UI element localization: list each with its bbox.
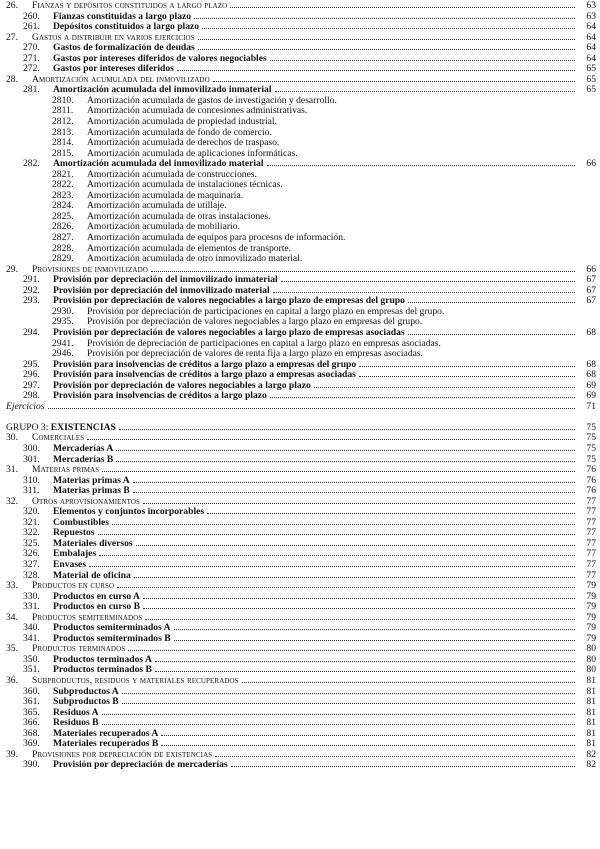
entry-title: Subproductos, residuos y materiales recuperados — [32, 675, 239, 686]
entry-number: 298. — [23, 390, 40, 402]
toc-section-entry[interactable] — [6, 402, 596, 413]
entry-number: 350. — [23, 653, 40, 665]
entry-title: Amortización acumulada de otras instalaciones. — [87, 210, 271, 222]
entry-title: Provisión para insolvencias de créditos a largo plazo a empresas asociadas — [53, 369, 356, 381]
entry-number: 2946. — [52, 348, 74, 360]
entry-title: Materiales recuperados A — [53, 727, 159, 739]
dot-leader — [155, 671, 575, 672]
entry-number: 292. — [23, 284, 40, 296]
entry-title: Amortización acumulada de derechos de traspaso. — [87, 137, 280, 149]
dot-leader — [207, 513, 575, 514]
page-number: 77 — [586, 537, 596, 549]
dot-leader — [270, 60, 575, 61]
page-number: 82 — [586, 748, 596, 760]
dot-leader — [270, 397, 575, 398]
entry-title: Productos semiterminados B — [53, 632, 171, 644]
dot-leader — [281, 281, 575, 282]
entry-title: Materias primas — [32, 464, 100, 476]
entry-title: Provisión por depreciación del inmovilizado inmaterial — [53, 274, 278, 286]
dot-leader — [117, 587, 575, 588]
dot-leader — [359, 376, 575, 377]
page-number: 65 — [586, 84, 596, 96]
entry-number: 361. — [23, 696, 40, 708]
page-number: 81 — [586, 717, 596, 729]
entry-title: Productos terminados — [32, 643, 126, 655]
entry-title: Envases — [53, 558, 87, 570]
page-number: 77 — [586, 506, 596, 518]
dot-leader — [145, 619, 575, 620]
dot-leader — [143, 608, 575, 609]
entry-number: 366. — [23, 717, 40, 729]
toc-account-entry[interactable] — [6, 328, 596, 339]
entry-title: Productos semiterminados — [32, 611, 143, 623]
page-number: 66 — [586, 263, 596, 275]
entry-title: Materias primas A — [53, 474, 130, 486]
page-number: 71 — [586, 400, 596, 412]
entry-title: Amortización acumulada del inmovilizado — [32, 73, 210, 85]
dot-leader — [102, 714, 575, 715]
entry-number: 310. — [23, 474, 40, 486]
entry-number: 270. — [23, 42, 40, 54]
entry-number: 295. — [23, 358, 40, 370]
page-number: 79 — [586, 632, 596, 644]
entry-number: 281. — [23, 84, 40, 96]
entry-title: Amortización acumulada de elementos de transporte. — [87, 242, 292, 254]
toc-account-entry[interactable] — [6, 549, 596, 560]
entry-number: 294. — [23, 326, 40, 338]
page-number: 65 — [586, 73, 596, 85]
entry-number: 2813. — [52, 126, 74, 138]
page-number: 77 — [586, 495, 596, 507]
entry-title: Provisión por depreciación de valores de renta fija a largo plazo en empresas asociadas. — [87, 348, 424, 360]
entry-title: Materiales diversos — [53, 537, 133, 549]
entry-number: 330. — [23, 590, 40, 602]
entry-number: 360. — [23, 685, 40, 697]
dot-leader — [242, 682, 575, 683]
dot-leader — [143, 503, 575, 504]
page-number: 68 — [586, 369, 596, 381]
page-number: 66 — [586, 158, 596, 170]
entry-title: Ejercicios — [6, 400, 45, 412]
entry-number: 33. — [6, 580, 18, 592]
entry-title: Amortización acumulada de otro inmovilizado material. — [87, 253, 303, 265]
entry-title: Elementos y conjuntos incorporables — [53, 506, 205, 518]
dot-leader — [194, 18, 575, 19]
entry-number: 300. — [23, 442, 40, 454]
entry-title: Amortización acumulada del inmovilizado inmaterial — [53, 84, 272, 96]
page-number: 79 — [586, 611, 596, 623]
dot-leader — [174, 629, 575, 630]
page-number: 80 — [586, 643, 596, 655]
page-number: 82 — [586, 759, 596, 771]
dot-leader — [119, 429, 575, 430]
entry-number: 320. — [23, 506, 40, 518]
entry-title: Productos en curso A — [53, 590, 140, 602]
toc-account-entry[interactable] — [6, 444, 596, 455]
page-number: 79 — [586, 590, 596, 602]
toc-account-entry[interactable] — [6, 760, 596, 771]
entry-title: Productos en curso — [32, 580, 115, 592]
entry-title: Amortización acumulada del inmovilizado material — [53, 158, 264, 170]
dot-leader — [198, 39, 575, 40]
page-number: 67 — [586, 295, 596, 307]
entry-title: Fianzas y depósitos constituidos a largo plazo — [32, 0, 228, 11]
page-number: 81 — [586, 706, 596, 718]
entry-number: 322. — [23, 527, 40, 539]
dot-leader — [143, 598, 575, 599]
entry-number: 2810. — [52, 94, 74, 106]
entry-number: 301. — [23, 453, 40, 465]
entry-number: 2824. — [52, 200, 74, 212]
page-number: 77 — [586, 527, 596, 539]
dot-leader — [122, 693, 575, 694]
dot-leader — [116, 450, 575, 451]
entry-number: 341. — [23, 632, 40, 644]
entry-title: Amortización acumulada de equipos para procesos de información. — [87, 232, 346, 244]
page-number: 81 — [586, 727, 596, 739]
entry-title: Provisión por depreciación del inmovilizado material — [53, 284, 270, 296]
dot-leader — [314, 387, 575, 388]
entry-number: 2826. — [52, 221, 74, 233]
dot-leader — [230, 7, 575, 8]
dot-leader — [133, 482, 575, 483]
entry-number: 261. — [23, 21, 40, 33]
page-number: 77 — [586, 558, 596, 570]
page-number: 81 — [586, 675, 596, 686]
entry-number: 30. — [6, 432, 18, 444]
page-number: 69 — [586, 379, 596, 391]
entry-number: 34. — [6, 611, 18, 623]
entry-title: Repuestos — [53, 527, 95, 539]
page-number: 81 — [586, 696, 596, 708]
toc-subaccount-entry[interactable] — [6, 349, 596, 360]
dot-leader — [202, 28, 575, 29]
entry-title: Amortización acumulada de maquinaria. — [87, 189, 244, 201]
entry-title: Amortización acumulada de instalaciones técnicas. — [87, 179, 283, 191]
entry-number: 328. — [23, 569, 40, 581]
entry-title: Mercaderías A — [53, 442, 114, 454]
entry-title: Subproductos B — [53, 696, 119, 708]
entry-title: Embalajes — [53, 548, 97, 560]
toc-subaccount-entry[interactable] — [6, 117, 596, 128]
entry-title: Fianzas constituidas a largo plazo — [53, 10, 192, 22]
page-number: 67 — [586, 274, 596, 286]
entry-number: 365. — [23, 706, 40, 718]
entry-number: 271. — [23, 52, 40, 64]
toc-account-entry[interactable] — [6, 560, 596, 571]
dot-leader — [102, 724, 575, 725]
entry-number: 369. — [23, 738, 40, 750]
entry-title: Subproductos A — [53, 685, 119, 697]
dot-leader — [89, 566, 575, 567]
entry-title: Provisión de depreciación de participaciones en capital a largo plazo en empresas asociadas. — [87, 337, 441, 349]
entry-title: Provisión para insolvencias de créditos a largo plazo — [53, 390, 267, 402]
page-number: 77 — [586, 548, 596, 560]
group-heading[interactable] — [6, 423, 596, 434]
entry-number: 291. — [23, 274, 40, 286]
page-number: 79 — [586, 580, 596, 592]
dot-leader — [359, 366, 575, 367]
page-number: 67 — [586, 284, 596, 296]
entry-title: Provisión por depreciación de mercaderías — [53, 759, 228, 771]
entry-title: Gastos de formalización de deudas — [53, 42, 195, 54]
entry-title: Mercaderías B — [53, 453, 114, 465]
entry-number: 2812. — [52, 116, 74, 128]
dot-leader — [198, 49, 575, 50]
page-number: 77 — [586, 569, 596, 581]
entry-title: Productos terminados B — [53, 664, 152, 676]
entry-number: 2821. — [52, 168, 74, 180]
page-number: 65 — [586, 63, 596, 75]
toc-subaccount-entry[interactable] — [6, 233, 596, 244]
entry-number: 2828. — [52, 242, 74, 254]
entry-title: Provisiones de inmovilizado — [32, 263, 148, 275]
entry-number: 2823. — [52, 189, 74, 201]
entry-number: 2822. — [52, 179, 74, 191]
entry-number: 351. — [23, 664, 40, 676]
page-number: 75 — [586, 432, 596, 444]
page-number: 76 — [586, 474, 596, 486]
entry-number: 2827. — [52, 232, 74, 244]
dot-leader — [122, 703, 575, 704]
entry-number: 2941. — [52, 337, 74, 349]
entry-title: Material de oficina — [53, 569, 131, 581]
page-number: 64 — [586, 21, 596, 33]
dot-leader — [155, 661, 575, 662]
page-number: 69 — [586, 390, 596, 402]
page-number: 75 — [586, 421, 596, 433]
entry-number: 321. — [23, 516, 40, 528]
dot-leader — [136, 545, 575, 546]
page-number: 75 — [586, 453, 596, 465]
dot-leader — [267, 165, 575, 166]
dot-leader — [102, 471, 575, 472]
dot-leader — [116, 461, 575, 462]
entry-number: 39. — [6, 748, 18, 760]
entry-number: 2811. — [52, 105, 74, 117]
entry-number: 2829. — [52, 253, 74, 265]
entry-title: Productos semiterminados A — [53, 622, 171, 634]
page-number: 64 — [586, 42, 596, 54]
dot-leader — [99, 555, 575, 556]
page-number: 81 — [586, 685, 596, 697]
entry-title: Residuos A — [53, 706, 99, 718]
dot-leader — [98, 534, 575, 535]
page-number: 77 — [586, 516, 596, 528]
dot-leader — [151, 271, 575, 272]
toc-account-entry[interactable] — [6, 391, 596, 402]
entry-number: 32. — [6, 495, 18, 507]
page-number: 79 — [586, 601, 596, 613]
dot-leader — [48, 408, 575, 409]
page-number: 76 — [586, 485, 596, 497]
page-number: 64 — [586, 52, 596, 64]
entry-number: 31. — [6, 464, 18, 476]
entry-number: 26. — [6, 0, 18, 11]
entry-title: Provisión para insolvencias de créditos a largo plazo a empresas del grupo — [53, 358, 357, 370]
dot-leader — [408, 334, 575, 335]
entry-number: 35. — [6, 643, 18, 655]
page-number: 63 — [586, 10, 596, 22]
entry-number: 297. — [23, 379, 40, 391]
entry-title: Provisión por depreciación de valores negociables a largo plazo de empresas asociadas — [53, 326, 405, 338]
page-number: 80 — [586, 653, 596, 665]
page-number: 63 — [586, 0, 596, 11]
entry-number: 29. — [6, 263, 18, 275]
entry-number: 2935. — [52, 316, 74, 328]
dot-leader — [133, 492, 575, 493]
dot-leader — [231, 766, 575, 767]
entry-title: Provisiones por depreciación de existencias — [32, 748, 213, 760]
entry-title: Amortización acumulada de concesiones administrativas. — [87, 105, 308, 117]
entry-number: 311. — [23, 485, 40, 497]
dot-leader — [177, 70, 575, 71]
page-number: 64 — [586, 31, 596, 43]
entry-title: Gastos por intereses diferidos — [53, 63, 174, 75]
entry-number: 296. — [23, 369, 40, 381]
entry-number: 282. — [23, 158, 40, 170]
dot-leader — [87, 439, 575, 440]
entry-title: Comerciales — [32, 432, 85, 444]
entry-number: 331. — [23, 601, 40, 613]
dot-leader — [174, 640, 575, 641]
page-number: 81 — [586, 738, 596, 750]
dot-leader — [128, 650, 575, 651]
entry-title: Provisión por depreciación de valores negociables a largo plazo — [53, 379, 311, 391]
entry-number: 260. — [23, 10, 40, 22]
entry-number: 27. — [6, 31, 18, 43]
dot-leader — [273, 292, 575, 293]
entry-title: Provisión por depreciación de participaciones en capital a largo plazo en empresas del grupo. — [87, 305, 445, 317]
page-number: 79 — [586, 622, 596, 634]
entry-number: 2814. — [52, 137, 74, 149]
entry-title: Gastos a distribuir en varios ejercicios — [32, 31, 195, 43]
entry-number: 368. — [23, 727, 40, 739]
entry-number: 326. — [23, 548, 40, 560]
entry-title: Productos terminados A — [53, 653, 152, 665]
entry-number: 36. — [6, 675, 18, 686]
entry-title: Amortización acumulada de aplicaciones informáticas. — [87, 147, 298, 159]
entry-title: Combustibles — [53, 516, 109, 528]
group-label: GRUPO 3: — [6, 421, 51, 433]
entry-title: Amortización acumulada de gastos de investigación y desarrollo. — [87, 94, 337, 106]
entry-title: Amortización acumulada de fondo de comercio. — [87, 126, 272, 138]
dot-leader — [213, 81, 575, 82]
entry-title: Amortización acumulada de construcciones. — [87, 168, 257, 180]
entry-number: 28. — [6, 73, 18, 85]
group-title: EXISTENCIAS — [50, 421, 116, 433]
entry-title: Productos en curso B — [53, 601, 140, 613]
entry-title: Amortización acumulada de mobiliario. — [87, 221, 240, 233]
entry-number: 293. — [23, 295, 40, 307]
entry-number: 325. — [23, 537, 40, 549]
dot-leader — [134, 577, 575, 578]
entry-number: 390. — [23, 759, 40, 771]
entry-number: 2825. — [52, 210, 74, 222]
page-number: 76 — [586, 464, 596, 476]
toc-section-entry[interactable] — [6, 676, 596, 687]
dot-leader — [161, 745, 575, 746]
entry-number: 2930. — [52, 305, 74, 317]
page-number: 80 — [586, 664, 596, 676]
dot-leader — [161, 735, 575, 736]
table-of-contents — [6, 1, 596, 771]
entry-title: Depósitos constituidos a largo plazo — [53, 21, 200, 33]
entry-number: 327. — [23, 558, 40, 570]
entry-title: Provisión por depreciación de valores negociables a largo plazo en empresas del grupo. — [87, 316, 423, 328]
dot-leader — [408, 302, 575, 303]
entry-title: Materias primas B — [53, 485, 130, 497]
toc-section-entry[interactable] — [6, 1, 596, 12]
entry-title: Amortización acumulada de propiedad industrial. — [87, 116, 277, 128]
entry-number: 272. — [23, 63, 40, 75]
entry-title: Amortización acumulada de utillaje. — [87, 200, 227, 212]
page-number: 75 — [586, 442, 596, 454]
entry-number: 2815. — [52, 147, 74, 159]
entry-title: Materiales recuperados B — [53, 738, 159, 750]
entry-title: Gastos por intereses diferidos de valores negociables — [53, 52, 267, 64]
page-number: 68 — [586, 326, 596, 338]
entry-title: Otros aprovisionamientos — [32, 495, 141, 507]
entry-number: 340. — [23, 622, 40, 634]
dot-leader — [275, 91, 575, 92]
entry-title: Residuos B — [53, 717, 99, 729]
dot-leader — [215, 756, 575, 757]
page-number: 68 — [586, 358, 596, 370]
dot-leader — [112, 524, 575, 525]
entry-title: Provisión por depreciación de valores negociables a largo plazo de empresas del grupo — [53, 295, 405, 307]
